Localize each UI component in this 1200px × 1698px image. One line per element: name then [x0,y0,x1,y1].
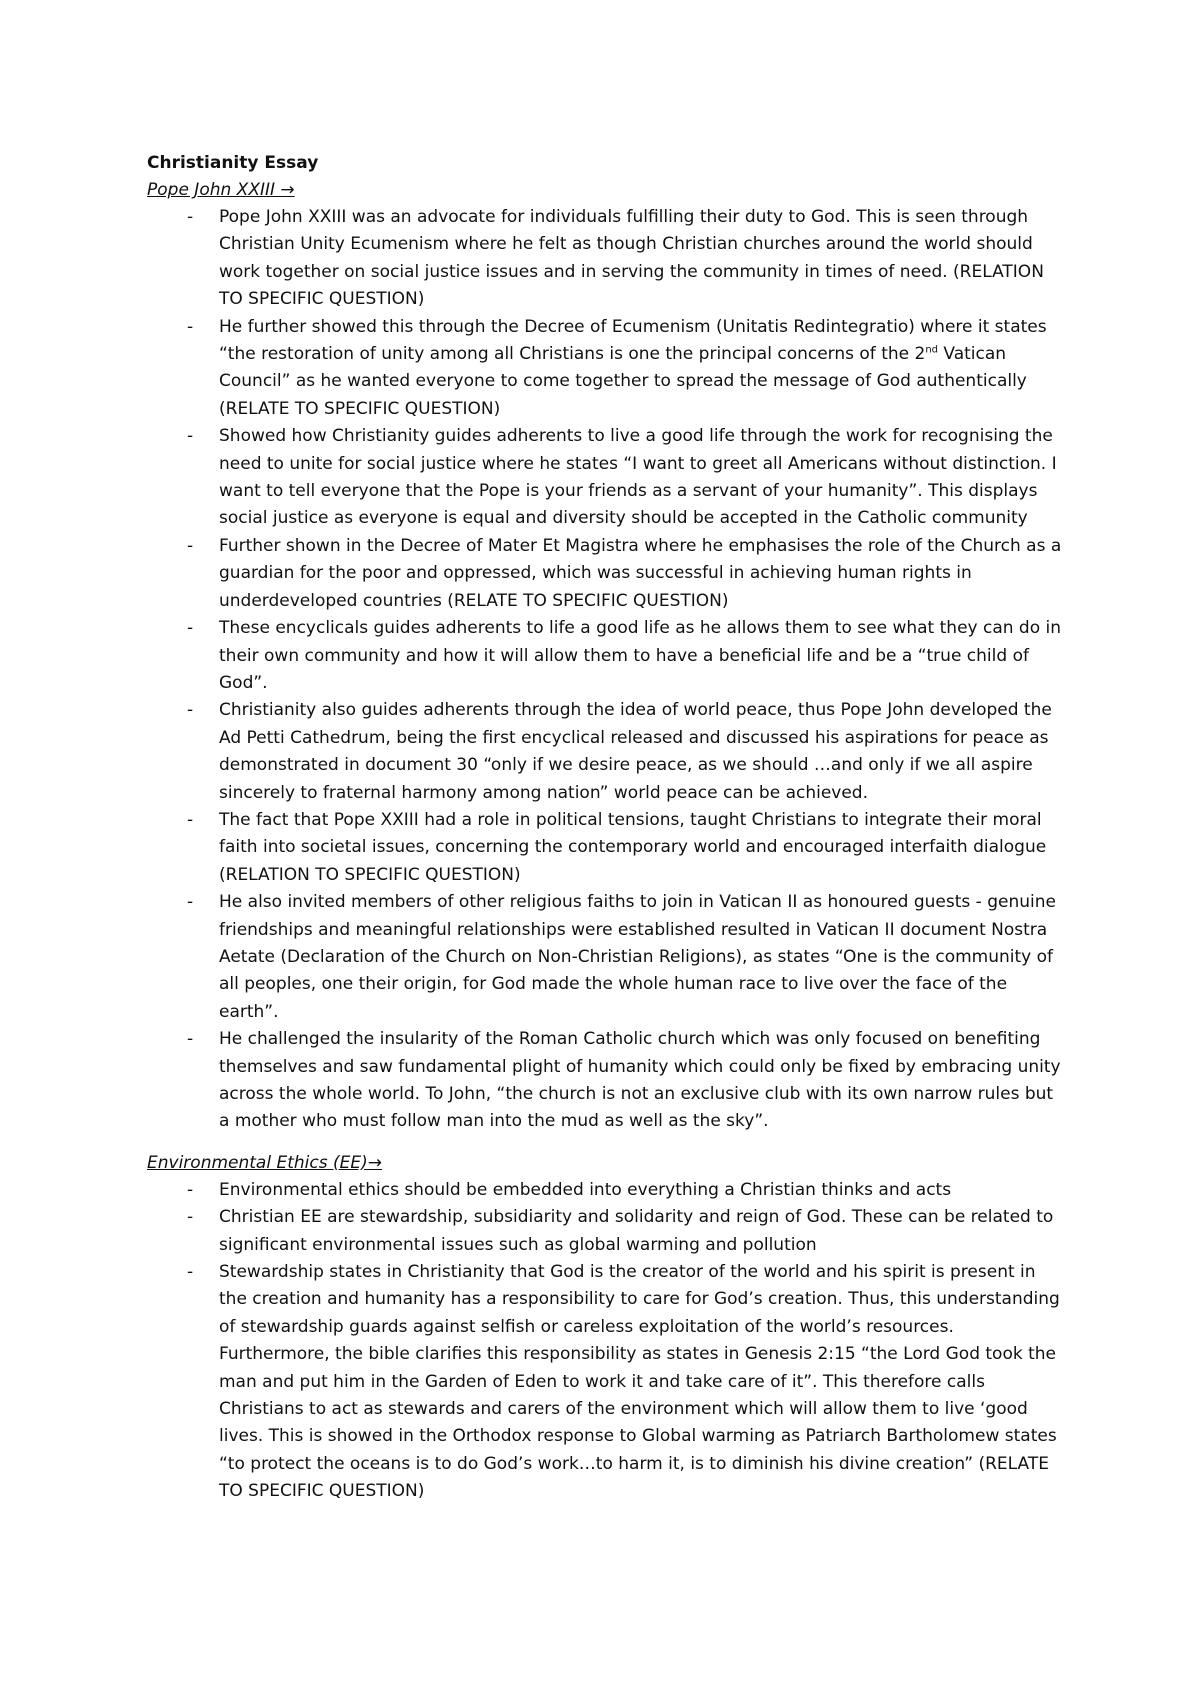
document-title: Christianity Essay [147,153,319,173]
bullet-dash: - [187,892,194,913]
bullet-dash: - [187,618,194,639]
section-heading-pope-john: Pope John XXIII → [147,180,295,200]
bullet-dash: - [187,426,194,447]
bullet-list-pope-john [147,204,1067,1136]
bullet-item: - He further showed this through the Decree of Ecumenism (Unitatis Redintegratio) where it states “the restoration of unity among all Christians is one the principal concerns of the 2nd Vatican Council” as he wanted everyone to come together to spread the message of God authentically (RELATE TO SPECIFIC QUESTION) [147,314,1067,424]
bullet-dash: - [187,1029,194,1050]
bullet-dash: - [187,1262,194,1283]
bullet-item: - Environmental ethics should be embedded into everything a Christian thinks and acts [147,1177,1067,1204]
bullet-dash: - [187,316,194,337]
bullet-item: - Christian EE are stewardship, subsidiarity and solidarity and reign of God. These can be related to significant environmental issues such as global warming and pollution [147,1204,1067,1259]
bullet-item: - Pope John XXIII was an advocate for individuals fulfilling their duty to God. This is seen through Christian Unity Ecumenism where he felt as though Christian churches around the world should work together on social justice issues and in serving the community in times of need. (RELATION TO SPECIFIC QUESTION) [147,204,1067,314]
bullet-item: - These encyclicals guides adherents to life a good life as he allows them to see what they can do in their own community and how it will allow them to have a beneficial life and be a “true child of God”. [147,615,1067,697]
bullet-item: - He challenged the insularity of the Roman Catholic church which was only focused on benefiting themselves and saw fundamental plight of humanity which could only be fixed by embracing unity across the whole world. To John, “the church is not an exclusive club with its own narrow rules but a mother who must follow man into the mud as well as the sky”. [147,1026,1067,1136]
bullet-list-environmental-ethics [147,1177,1067,1506]
bullet-item: - The fact that Pope XXIII had a role in political tensions, taught Christians to integrate their moral faith into societal issues, concerning the contemporary world and encouraged interfaith dialogue (RELATION TO SPECIFIC QUESTION) [147,807,1067,889]
bullet-item: - Christianity also guides adherents through the idea of world peace, thus Pope John developed the Ad Petti Cathedrum, being the first encyclical released and discussed his aspirations for peace as demonstrated in document 30 “only if we desire peace, as we should …and only if we all aspire sincerely to fraternal harmony among nation” world peace can be achieved. [147,697,1067,807]
bullet-dash: - [187,1207,194,1228]
superscript: nd [925,344,939,356]
bullet-item: - He also invited members of other religious faiths to join in Vatican II as honoured guests - genuine friendships and meaningful relationships were established resulted in Vatican II document Nostra Aetate (Declaration of the Church on Non-Christian Religions), as states “One is the community of all peoples, one their origin, for God made the whole human race to live over the face of the earth”. [147,889,1067,1026]
bullet-item: - Showed how Christianity guides adherents to live a good life through the work for recognising the need to unite for social justice where he states “I want to greet all Americans without distinction. I want to tell everyone that the Pope is your friends as a servant of your humanity”. This displays social justice as everyone is equal and diversity should be accepted in the Catholic community [147,423,1067,533]
section-heading-environmental-ethics: Environmental Ethics (EE)→ [147,1152,382,1173]
bullet-item: - Further shown in the Decree of Mater Et Magistra where he emphasises the role of the Church as a guardian for the poor and oppressed, which was successful in achieving human rights in underdeveloped countries (RELATE TO SPECIFIC QUESTION) [147,533,1067,615]
document-body [147,150,1067,1506]
bullet-dash: - [187,535,194,556]
bullet-dash: - [187,207,194,227]
bullet-dash: - [187,700,194,721]
bullet-dash: - [187,1179,194,1200]
bullet-item: - Stewardship states in Christianity that God is the creator of the world and his spirit is present in the creation and humanity has a responsibility to care for God’s creation. Thus, this understanding of stewardship guards against selfish or careless exploitation of the world’s resources. Furthermore, the bible clarifies this responsibility as states in Genesis 2:15 “the Lord God took the man and put him in the Garden of Eden to work it and take care of it”. This therefore calls Christians to act as stewards and carers of the environment which will allow them to live ‘good lives. This is showed in the Orthodox response to Global warming as Patriarch Bartholomew states “to protect the oceans is to do God’s work…to harm it, is to diminish his divine creation” (RELATE TO SPECIFIC QUESTION) [147,1259,1067,1506]
bullet-dash: - [187,809,194,830]
